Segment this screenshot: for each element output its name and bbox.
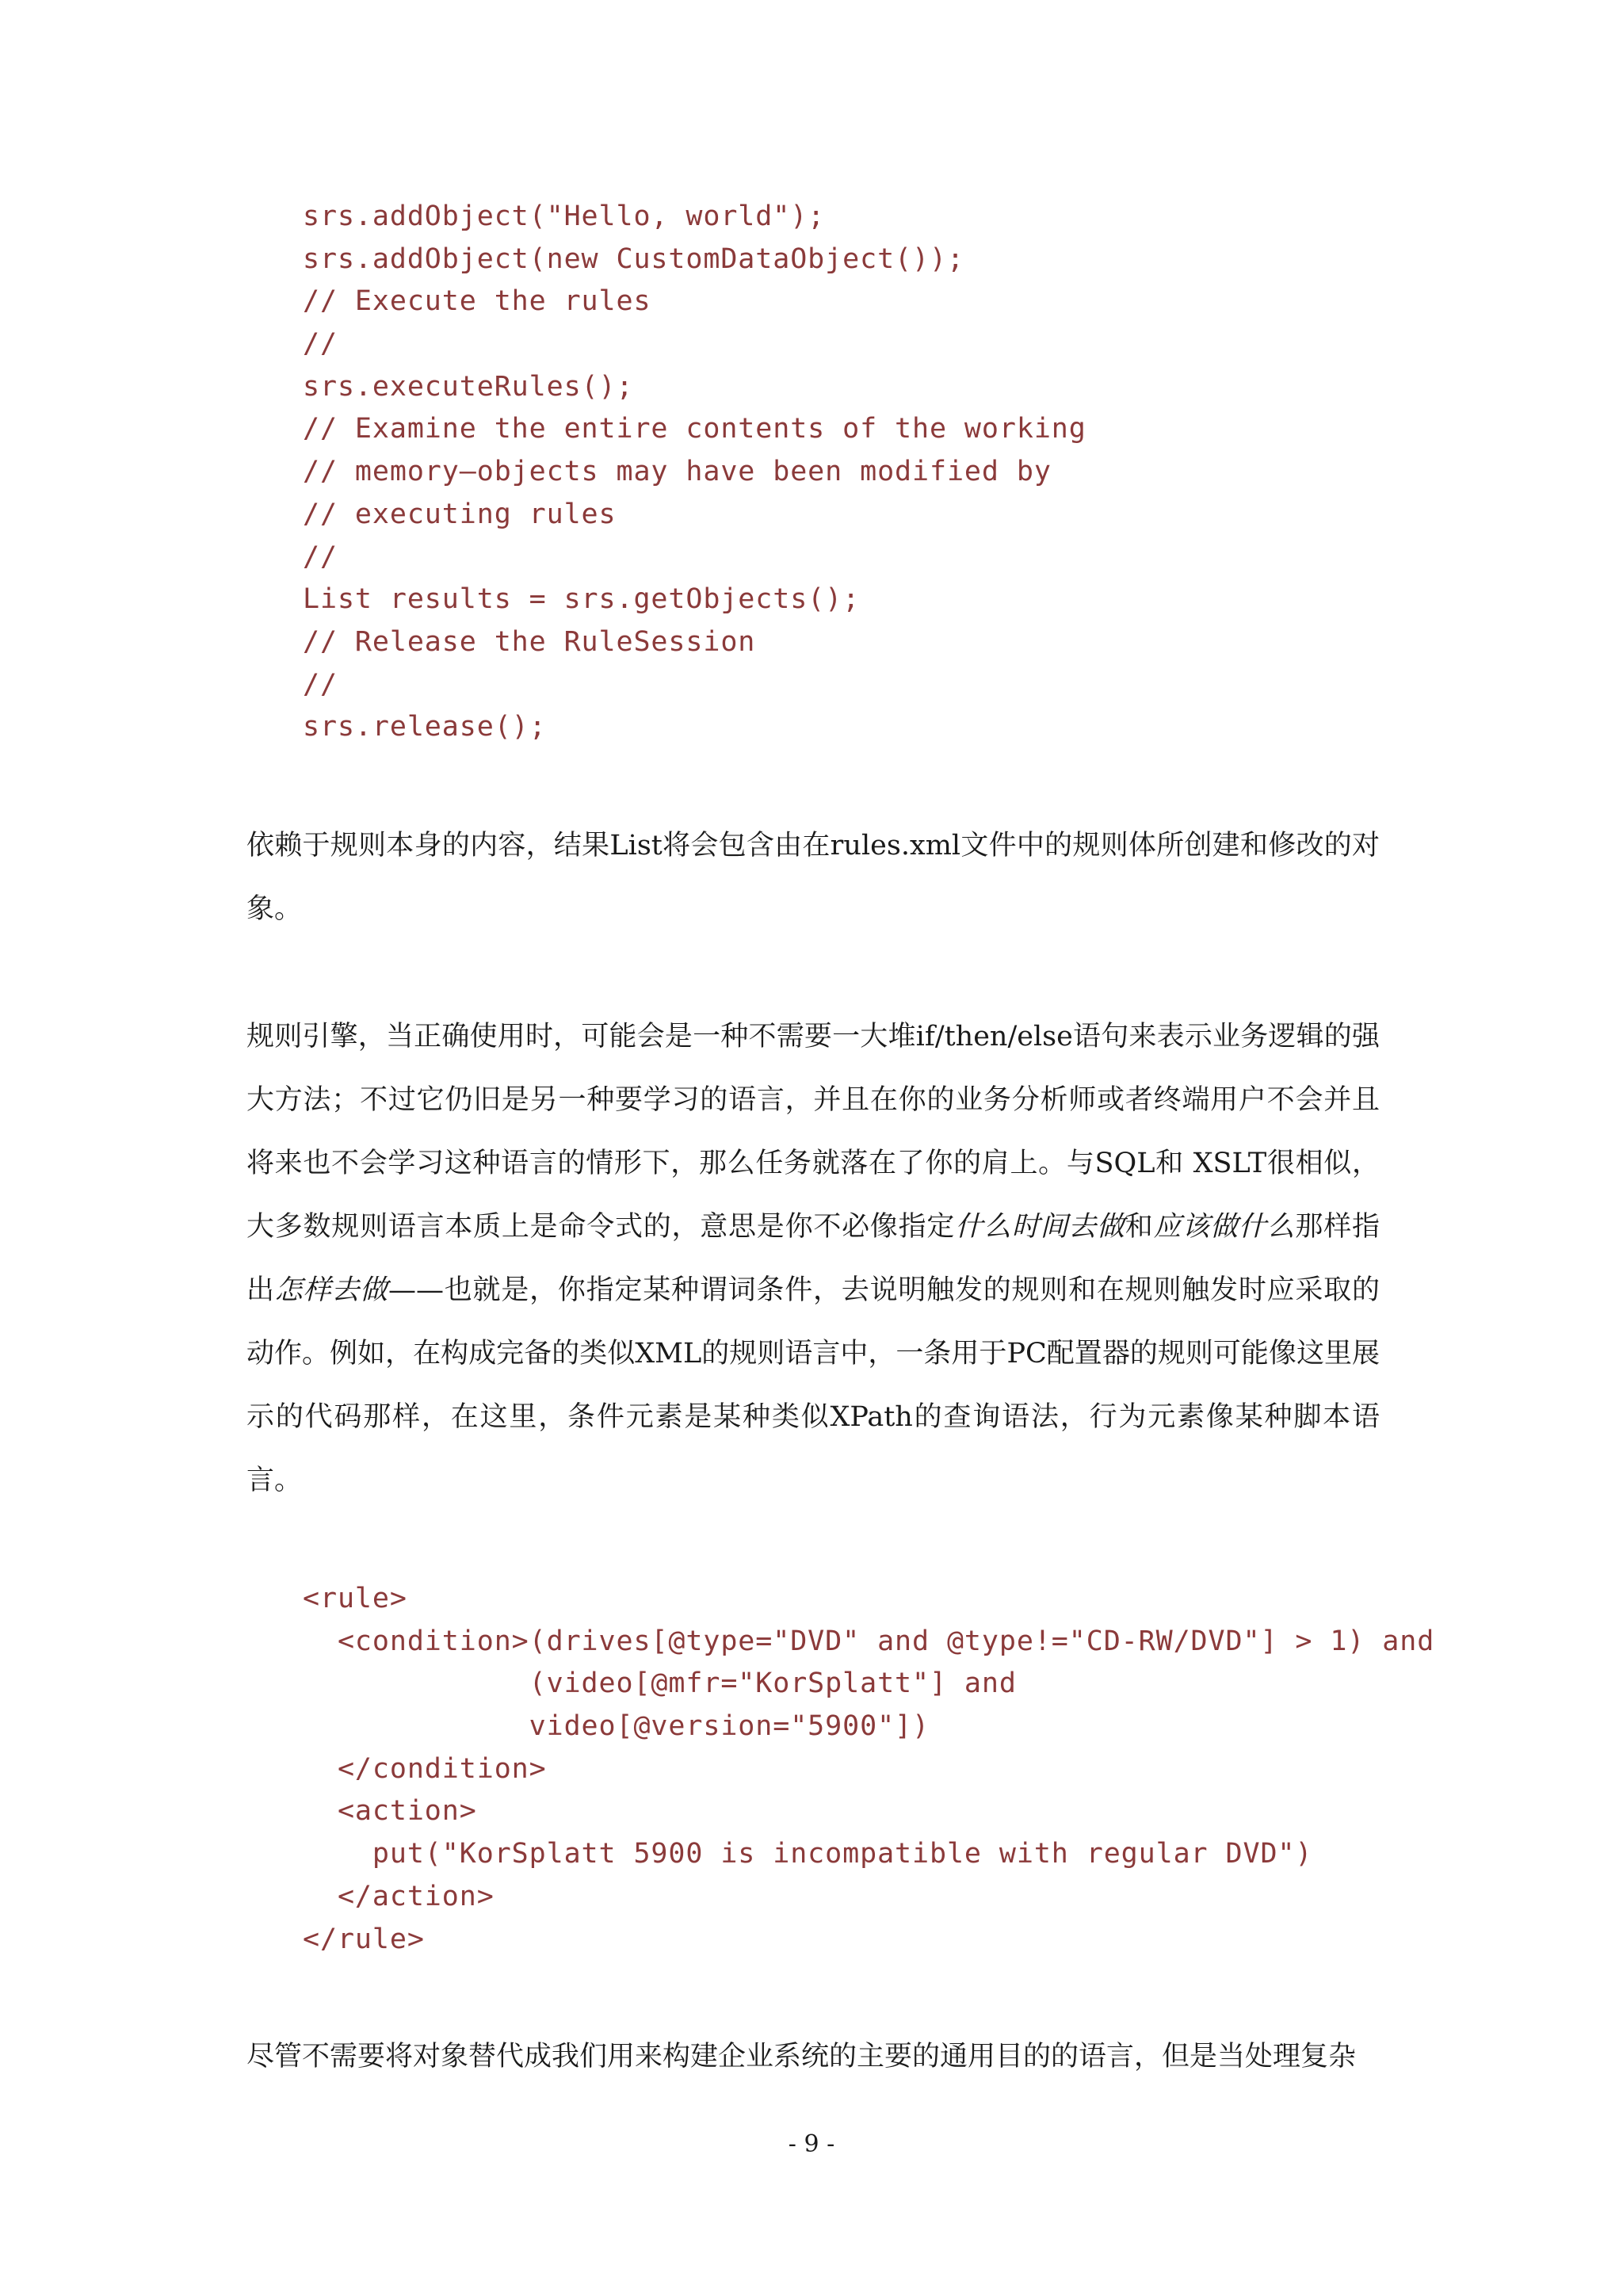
code-line: // memory—objects may have been modified by — [303, 456, 1052, 488]
code-line: // — [303, 668, 338, 701]
code-line: srs.executeRules(); — [303, 370, 634, 403]
page-number: - 9 - — [788, 2130, 835, 2158]
code-line: // — [303, 541, 338, 573]
italic-phrase: 应该做什么 — [1153, 1211, 1296, 1243]
paragraph-text: ——也就是，你指定某种谓词条件，去说明触发的规则和在规则触发时应采取的动作。例如，在构成完备的类似XML的规则语言中，一条用于PC配置器的规则可能像这里展示的代码那样，在这里，条件元素是某种类似XPath的查询语法，行为元素像某种脚本语言。 — [246, 1274, 1380, 1496]
code-line: </condition> — [303, 1752, 547, 1785]
paragraph-results-list: 依赖于规则本身的内容，结果List将会包含由在rules.xml文件中的规则体所创建和修改的对象。 — [246, 830, 1380, 925]
code-line: srs.addObject(new CustomDataObject()); — [303, 243, 964, 275]
code-line: srs.release(); — [303, 711, 547, 743]
code-line: (video[@mfr="KorSplatt"] and — [303, 1668, 1017, 1700]
code-line: <condition>(drives[@type="DVD" and @type!="CD-RW/DVD"] > 1) and — [303, 1625, 1435, 1657]
code-line: // Execute the rules — [303, 285, 651, 318]
code-line: <rule> — [303, 1583, 407, 1614]
code-block-rule-session — [303, 196, 1086, 749]
code-line: List results = srs.getObjects(); — [303, 583, 861, 616]
paragraph-rule-engine — [246, 1005, 1380, 1512]
italic-phrase: 怎样去做 — [274, 1274, 388, 1306]
code-block-xml-rule — [303, 1578, 1434, 1961]
code-line: </action> — [303, 1880, 495, 1912]
paragraph-text: 规则引擎，当正确使用时，可能会是一种不需要一大堆if/then/else语句来表示业务逻辑的强大方法；不过它仍旧是另一种要学习的语言，并且在你的业务分析师或者终端用户不会并且将来也不会学习这种语言的情形下，那么任务就落在了你的肩上。与SQL和 XSLT很相似，大多数规则语言本质上是命令式的，意思是你不必像指定 — [246, 1021, 1380, 1243]
paragraph-closing: 尽管不需要将对象替代成我们用来构建企业系统的主要的通用目的的语言，但是当处理复杂 — [246, 2041, 1357, 2073]
code-line: // executing rules — [303, 498, 617, 530]
code-line: video[@version="5900"]) — [303, 1710, 930, 1743]
code-line: // — [303, 328, 338, 361]
code-line: // Release the RuleSession — [303, 625, 756, 658]
paragraph-text: 那样指出 — [246, 1211, 1380, 1306]
code-line: <action> — [303, 1795, 477, 1828]
italic-phrase: 什么时间去做 — [955, 1211, 1125, 1243]
code-line: put("KorSplatt 5900 is incompatible with regular DVD") — [303, 1838, 1313, 1870]
code-line: // Examine the entire contents of the working — [303, 413, 1086, 445]
paragraph-text: 和 — [1125, 1211, 1154, 1243]
code-line: srs.addObject("Hello, world"); — [303, 201, 826, 232]
code-line: </rule> — [303, 1923, 425, 1955]
